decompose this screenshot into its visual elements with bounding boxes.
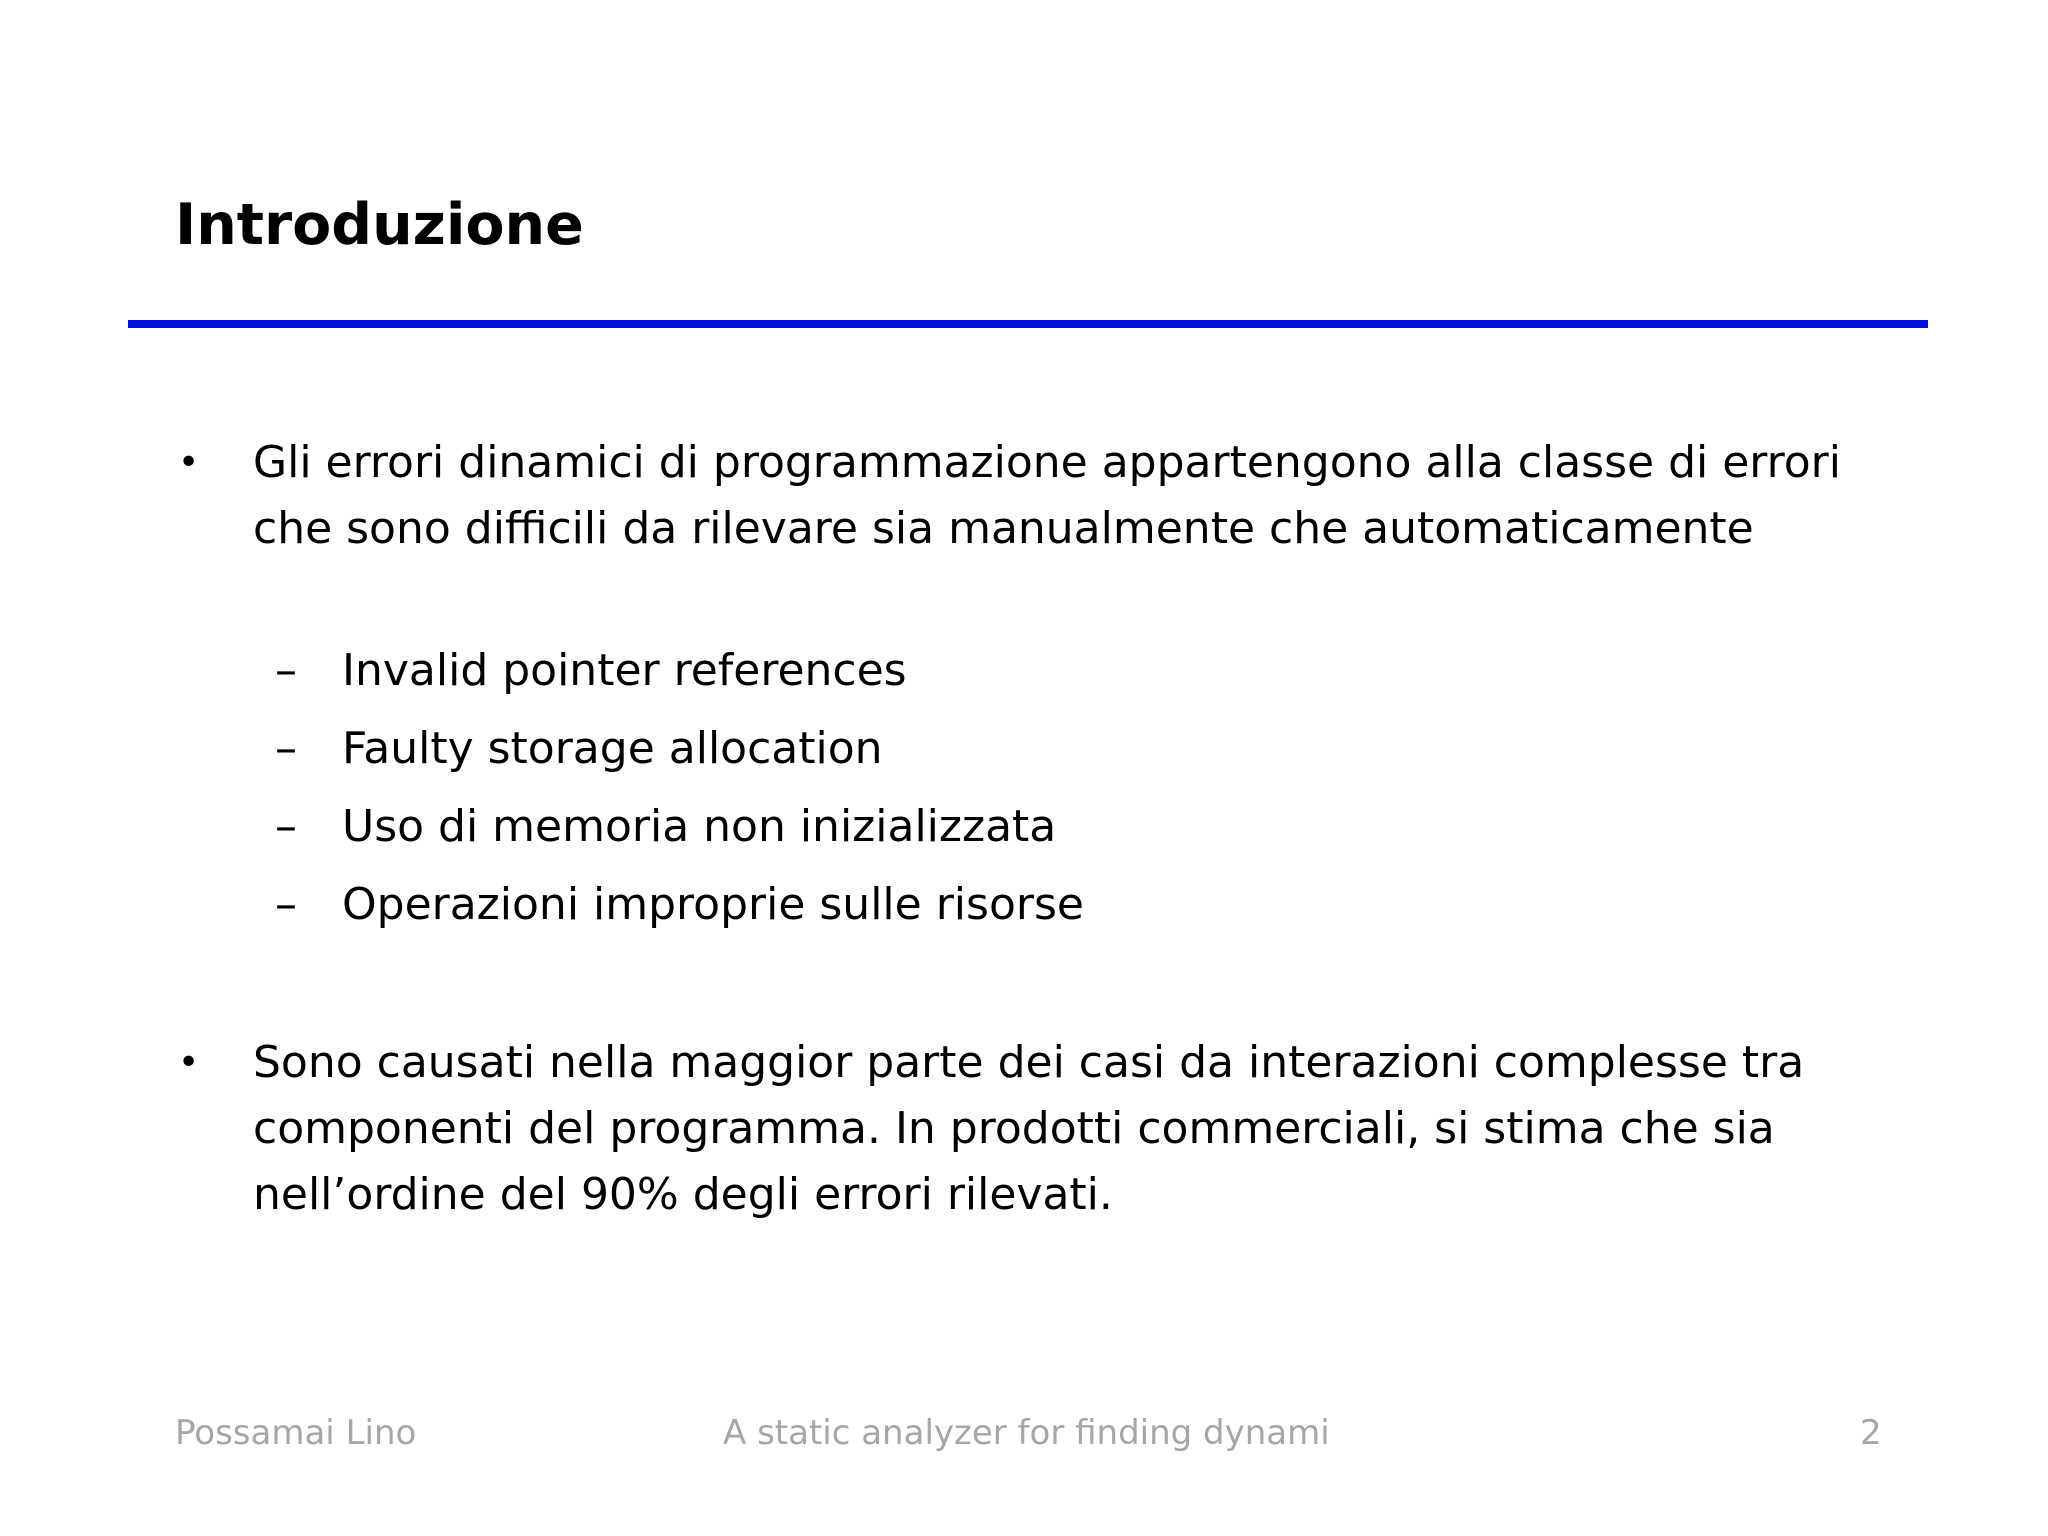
sub-bullet-item [275, 872, 1875, 950]
slide-title: Introduzione [175, 192, 584, 258]
dash-icon: – [275, 645, 297, 696]
sub-bullet-item [275, 716, 1875, 794]
footer-presentation-title: A static analyzer for finding dynami [723, 1413, 1330, 1453]
footer-page-number: 2 [1860, 1413, 1882, 1453]
bullet-dot-icon: • [178, 1042, 200, 1083]
sub-bullet-text: Faulty storage allocation [342, 723, 883, 774]
sub-bullet-item [275, 638, 1875, 716]
bullet-dot-icon: • [178, 442, 200, 483]
sub-bullet-text: Uso di memoria non inizializzata [342, 801, 1057, 852]
bullet-item [175, 1030, 1915, 1230]
footer-author: Possamai Lino [175, 1413, 417, 1453]
sub-bullet-item [275, 794, 1875, 872]
title-divider [128, 320, 1928, 328]
bullet-item [175, 430, 1915, 630]
bullet-text: Gli errori dinamici di programmazione appartengono alla classe di errori che sono difficili da rilevare sia manualmente che automaticamente [253, 437, 1841, 554]
bullet-text: Sono causati nella maggior parte dei casi da interazioni complesse tra componenti del programma. In prodotti commerciali, si stima che sia nell’ordine del 90% degli errori rilevati. [253, 1037, 1805, 1220]
dash-icon: – [275, 879, 297, 930]
dash-icon: – [275, 723, 297, 774]
sub-bullet-text: Operazioni improprie sulle risorse [342, 879, 1084, 930]
sub-bullet-text: Invalid pointer references [342, 645, 907, 696]
dash-icon: – [275, 801, 297, 852]
